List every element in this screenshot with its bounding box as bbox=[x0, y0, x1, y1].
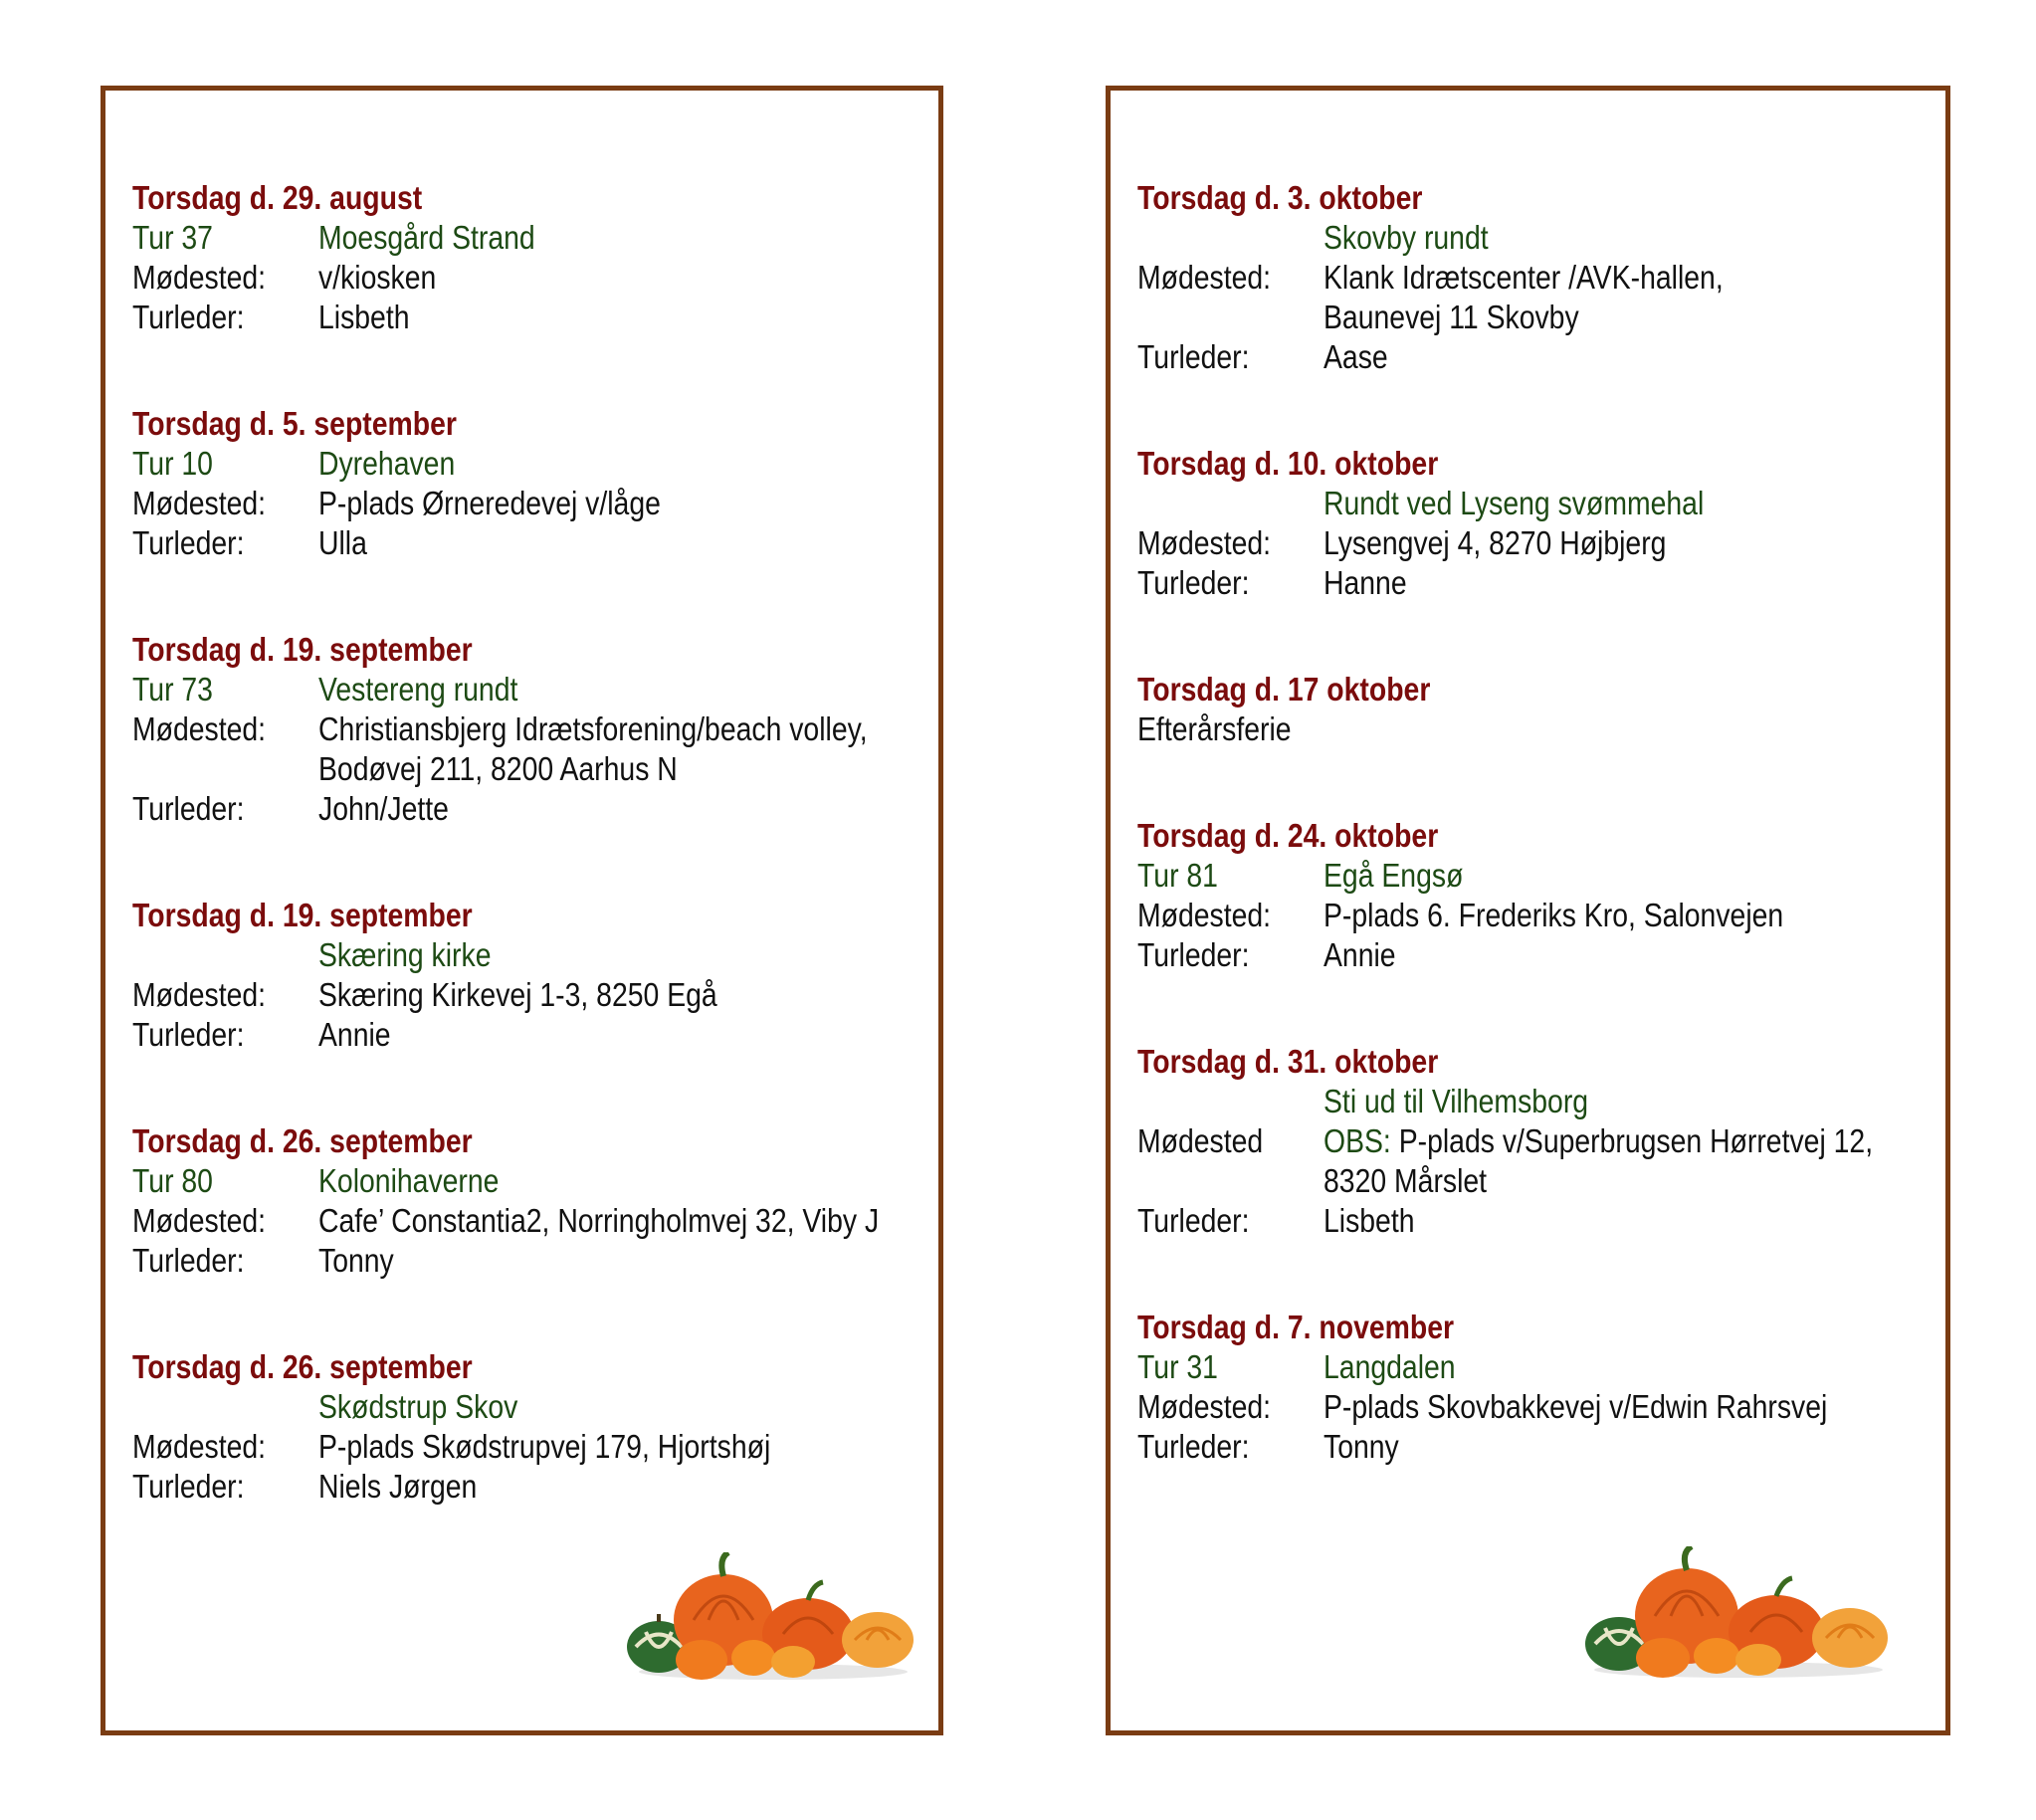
leader-label: Turleder: bbox=[132, 1016, 245, 1053]
entry-row bbox=[132, 298, 918, 337]
leader-name: Annie bbox=[318, 1016, 391, 1053]
tour-number: Tur 31 bbox=[1137, 1348, 1218, 1385]
tour-number bbox=[132, 1387, 293, 1427]
route-name: Dyrehaven bbox=[318, 445, 456, 482]
meeting-label: Mødested: bbox=[1137, 524, 1272, 561]
route-name: Rundt ved Lyseng svømmehal bbox=[1323, 485, 1705, 521]
meeting-place: Klank Idrætscenter /AVK-hallen, bbox=[1323, 259, 1724, 296]
entry-row bbox=[1137, 1121, 1926, 1161]
leader-name: Tonny bbox=[318, 1242, 394, 1279]
schedule-entry bbox=[1137, 1042, 1926, 1241]
tour-number bbox=[1137, 484, 1298, 523]
entry-row bbox=[132, 975, 918, 1015]
leader-name: Hanne bbox=[1323, 564, 1407, 601]
meeting-place: Bodøvej 211, 8200 Aarhus N bbox=[318, 750, 678, 787]
leader-name: Aase bbox=[1323, 338, 1388, 375]
obs-prefix: OBS: bbox=[1323, 1122, 1391, 1159]
entry-row bbox=[132, 1201, 918, 1241]
meeting-label bbox=[1137, 1161, 1298, 1201]
leader-label: Turleder: bbox=[1137, 1428, 1250, 1465]
meeting-place: OBS: P-plads v/Superbrugsen Hørretvej 12, bbox=[1323, 1122, 1874, 1159]
entry-row bbox=[1137, 484, 1926, 523]
entry-date: Torsdag d. 29. august bbox=[132, 179, 423, 216]
meeting-label: Mødested: bbox=[132, 1202, 267, 1239]
meeting-label bbox=[1137, 298, 1298, 337]
entry-row bbox=[132, 935, 918, 975]
meeting-label: Mødested: bbox=[1137, 1388, 1272, 1425]
entry-row bbox=[1137, 218, 1926, 258]
leader-name: John/Jette bbox=[318, 790, 449, 827]
meeting-place: Lysengvej 4, 8270 Højbjerg bbox=[1323, 524, 1667, 561]
entries-left bbox=[132, 178, 918, 1573]
schedule-entry bbox=[1137, 816, 1926, 975]
meeting-label bbox=[132, 749, 293, 789]
route-name: Skovby rundt bbox=[1323, 219, 1489, 256]
meeting-label: Mødested: bbox=[132, 259, 267, 296]
schedule-card-left bbox=[101, 86, 943, 1735]
schedule-entry bbox=[1137, 178, 1926, 377]
meeting-place: Christiansbjerg Idrætsforening/beach volley, bbox=[318, 710, 868, 747]
route-name: Egå Engsø bbox=[1323, 857, 1464, 894]
leader-name: Lisbeth bbox=[318, 299, 410, 335]
entry-row bbox=[132, 1161, 918, 1201]
entry-row bbox=[132, 1241, 918, 1281]
entry-row bbox=[1137, 298, 1926, 337]
leader-name: Lisbeth bbox=[1323, 1202, 1415, 1239]
entry-row bbox=[1137, 337, 1926, 377]
tour-number bbox=[1137, 218, 1298, 258]
entry-date: Torsdag d. 19. september bbox=[132, 631, 473, 668]
entry-row bbox=[1137, 258, 1926, 298]
entry-row bbox=[1137, 523, 1926, 563]
pumpkins-illustration bbox=[624, 1552, 922, 1682]
entry-note: Efterårsferie bbox=[1137, 710, 1292, 747]
entry-row bbox=[132, 444, 918, 484]
meeting-label: Mødested: bbox=[132, 710, 267, 747]
meeting-place: P-plads Ørneredevej v/låge bbox=[318, 485, 661, 521]
tour-number: Tur 80 bbox=[132, 1162, 213, 1199]
entry-row bbox=[132, 709, 918, 749]
entry-row bbox=[132, 218, 918, 258]
tour-number: Tur 81 bbox=[1137, 857, 1218, 894]
entry-row bbox=[1137, 563, 1926, 603]
entry-row bbox=[132, 1467, 918, 1507]
meeting-place: v/kiosken bbox=[318, 259, 437, 296]
route-name: Moesgård Strand bbox=[318, 219, 535, 256]
leader-name: Annie bbox=[1323, 936, 1396, 973]
entry-row bbox=[132, 523, 918, 563]
leader-label: Turleder: bbox=[1137, 338, 1250, 375]
leader-label: Turleder: bbox=[1137, 1202, 1250, 1239]
entry-row bbox=[132, 1387, 918, 1427]
schedule-entry bbox=[132, 404, 918, 563]
schedule-entry bbox=[132, 1121, 918, 1281]
leader-label: Turleder: bbox=[1137, 936, 1250, 973]
meeting-place: Baunevej 11 Skovby bbox=[1323, 299, 1579, 335]
entry-date: Torsdag d. 17 oktober bbox=[1137, 671, 1431, 708]
meeting-place: P-plads 6. Frederiks Kro, Salonvejen bbox=[1323, 897, 1784, 933]
meeting-label: Mødested: bbox=[1137, 897, 1272, 933]
tour-number bbox=[1137, 1082, 1298, 1121]
tour-number: Tur 37 bbox=[132, 219, 213, 256]
meeting-label: Mødested bbox=[1137, 1122, 1264, 1159]
meeting-place: P-plads Skødstrupvej 179, Hjortshøj bbox=[318, 1428, 771, 1465]
entry-row bbox=[1137, 856, 1926, 896]
entry-row bbox=[1137, 896, 1926, 935]
tour-number: Tur 73 bbox=[132, 671, 213, 708]
schedule-entry bbox=[132, 896, 918, 1055]
schedule-entry bbox=[1137, 444, 1926, 603]
tour-number: Tur 10 bbox=[132, 445, 213, 482]
entry-date: Torsdag d. 7. november bbox=[1137, 1309, 1455, 1345]
meeting-place: P-plads Skovbakkevej v/Edwin Rahrsvej bbox=[1323, 1388, 1828, 1425]
meeting-label: Mødested: bbox=[132, 485, 267, 521]
route-name: Sti ud til Vilhemsborg bbox=[1323, 1083, 1589, 1119]
entry-row bbox=[1137, 1427, 1926, 1467]
entry-date: Torsdag d. 10. oktober bbox=[1137, 445, 1439, 482]
pumpkins-illustration bbox=[1579, 1546, 1898, 1681]
tour-number bbox=[132, 935, 293, 975]
entry-date: Torsdag d. 5. september bbox=[132, 405, 457, 442]
entry-date: Torsdag d. 31. oktober bbox=[1137, 1043, 1439, 1080]
entry-row bbox=[1137, 935, 1926, 975]
schedule-entry bbox=[132, 1347, 918, 1507]
entry-date: Torsdag d. 3. oktober bbox=[1137, 179, 1423, 216]
route-name: Skæring kirke bbox=[318, 936, 492, 973]
entries-right bbox=[1137, 178, 1926, 1533]
schedule-card-right bbox=[1106, 86, 1950, 1735]
route-name: Skødstrup Skov bbox=[318, 1388, 518, 1425]
meeting-label: Mødested: bbox=[132, 1428, 267, 1465]
entry-row bbox=[132, 258, 918, 298]
entry-row bbox=[1137, 1161, 1926, 1201]
leader-label: Turleder: bbox=[132, 299, 245, 335]
leader-label: Turleder: bbox=[132, 1242, 245, 1279]
leader-label: Turleder: bbox=[132, 1468, 245, 1505]
leader-name: Tonny bbox=[1323, 1428, 1399, 1465]
leader-name: Ulla bbox=[318, 524, 367, 561]
meeting-place: Cafe’ Constantia2, Norringholmvej 32, Viby J bbox=[318, 1202, 880, 1239]
schedule-entry bbox=[1137, 670, 1926, 749]
entry-date: Torsdag d. 26. september bbox=[132, 1122, 473, 1159]
meeting-place: 8320 Mårslet bbox=[1323, 1162, 1488, 1199]
leader-label: Turleder: bbox=[132, 790, 245, 827]
leader-label: Turleder: bbox=[1137, 564, 1250, 601]
entry-row bbox=[132, 670, 918, 709]
entry-date: Torsdag d. 26. september bbox=[132, 1348, 473, 1385]
route-name: Vestereng rundt bbox=[318, 671, 518, 708]
route-name: Langdalen bbox=[1323, 1348, 1456, 1385]
entry-row bbox=[132, 749, 918, 789]
entry-row bbox=[1137, 1082, 1926, 1121]
schedule-entry bbox=[132, 630, 918, 829]
entry-row bbox=[132, 789, 918, 829]
entry-date: Torsdag d. 24. oktober bbox=[1137, 817, 1439, 854]
entry-date: Torsdag d. 19. september bbox=[132, 897, 473, 933]
schedule-entry bbox=[1137, 1308, 1926, 1467]
entry-row bbox=[132, 1427, 918, 1467]
entry-row bbox=[132, 484, 918, 523]
meeting-label: Mødested: bbox=[1137, 259, 1272, 296]
entry-row bbox=[132, 1015, 918, 1055]
entry-row bbox=[1137, 1387, 1926, 1427]
schedule-entry bbox=[132, 178, 918, 337]
leader-name: Niels Jørgen bbox=[318, 1468, 478, 1505]
meeting-place: Skæring Kirkevej 1-3, 8250 Egå bbox=[318, 976, 717, 1013]
entry-row bbox=[1137, 1347, 1926, 1387]
meeting-label: Mødested: bbox=[132, 976, 267, 1013]
entry-row bbox=[1137, 1201, 1926, 1241]
route-name: Kolonihaverne bbox=[318, 1162, 500, 1199]
leader-label: Turleder: bbox=[132, 524, 245, 561]
